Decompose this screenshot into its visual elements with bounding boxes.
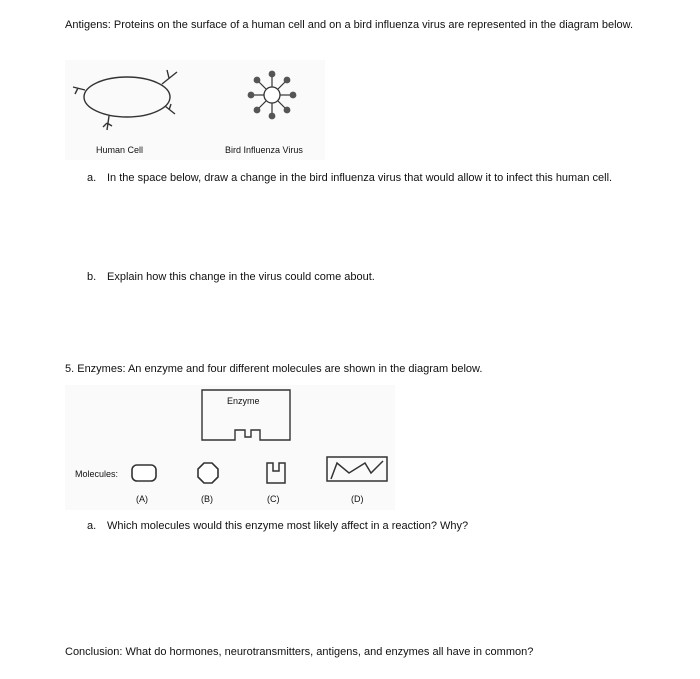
question-b-marker: b.: [87, 271, 97, 283]
human-cell-diagram: [73, 70, 177, 130]
choice-b-label: (B): [201, 494, 213, 504]
molecule-a-shape: [132, 465, 156, 481]
enzymes-question-a-marker: a.: [87, 520, 97, 532]
choice-d-label: (D): [351, 494, 364, 504]
conclusion-question: Conclusion: What do hormones, neurotransmitters, antigens, and enzymes all have in common?: [65, 646, 534, 658]
antigens-question-b: Explain how this change in the virus could come about.: [107, 271, 375, 283]
enzymes-heading: 5. Enzymes: An enzyme and four different molecules are shown in the diagram below.: [65, 363, 483, 375]
molecule-c-shape: [267, 463, 285, 483]
choice-a-label: (A): [136, 494, 148, 504]
question-a-marker: a.: [87, 172, 97, 184]
molecule-d-shape: [327, 457, 387, 481]
enzymes-question-a: Which molecules would this enzyme most likely affect in a reaction? Why?: [107, 520, 469, 532]
choice-c-label: (C): [267, 494, 280, 504]
virus-diagram: [248, 71, 297, 120]
molecule-b-shape: [198, 463, 218, 483]
enzyme-label: Enzyme: [227, 396, 260, 406]
virus-label: Bird Influenza Virus: [225, 145, 303, 155]
human-cell-label: Human Cell: [96, 145, 144, 155]
antigens-intro: Antigens: Proteins on the surface of a human cell and on a bird influenza virus are represented in the diagram below.: [65, 19, 634, 31]
molecules-label: Molecules:: [75, 469, 119, 479]
antigens-question-a: In the space below, draw a change in the bird influenza virus that would allow it to infect this human cell.: [107, 172, 613, 184]
